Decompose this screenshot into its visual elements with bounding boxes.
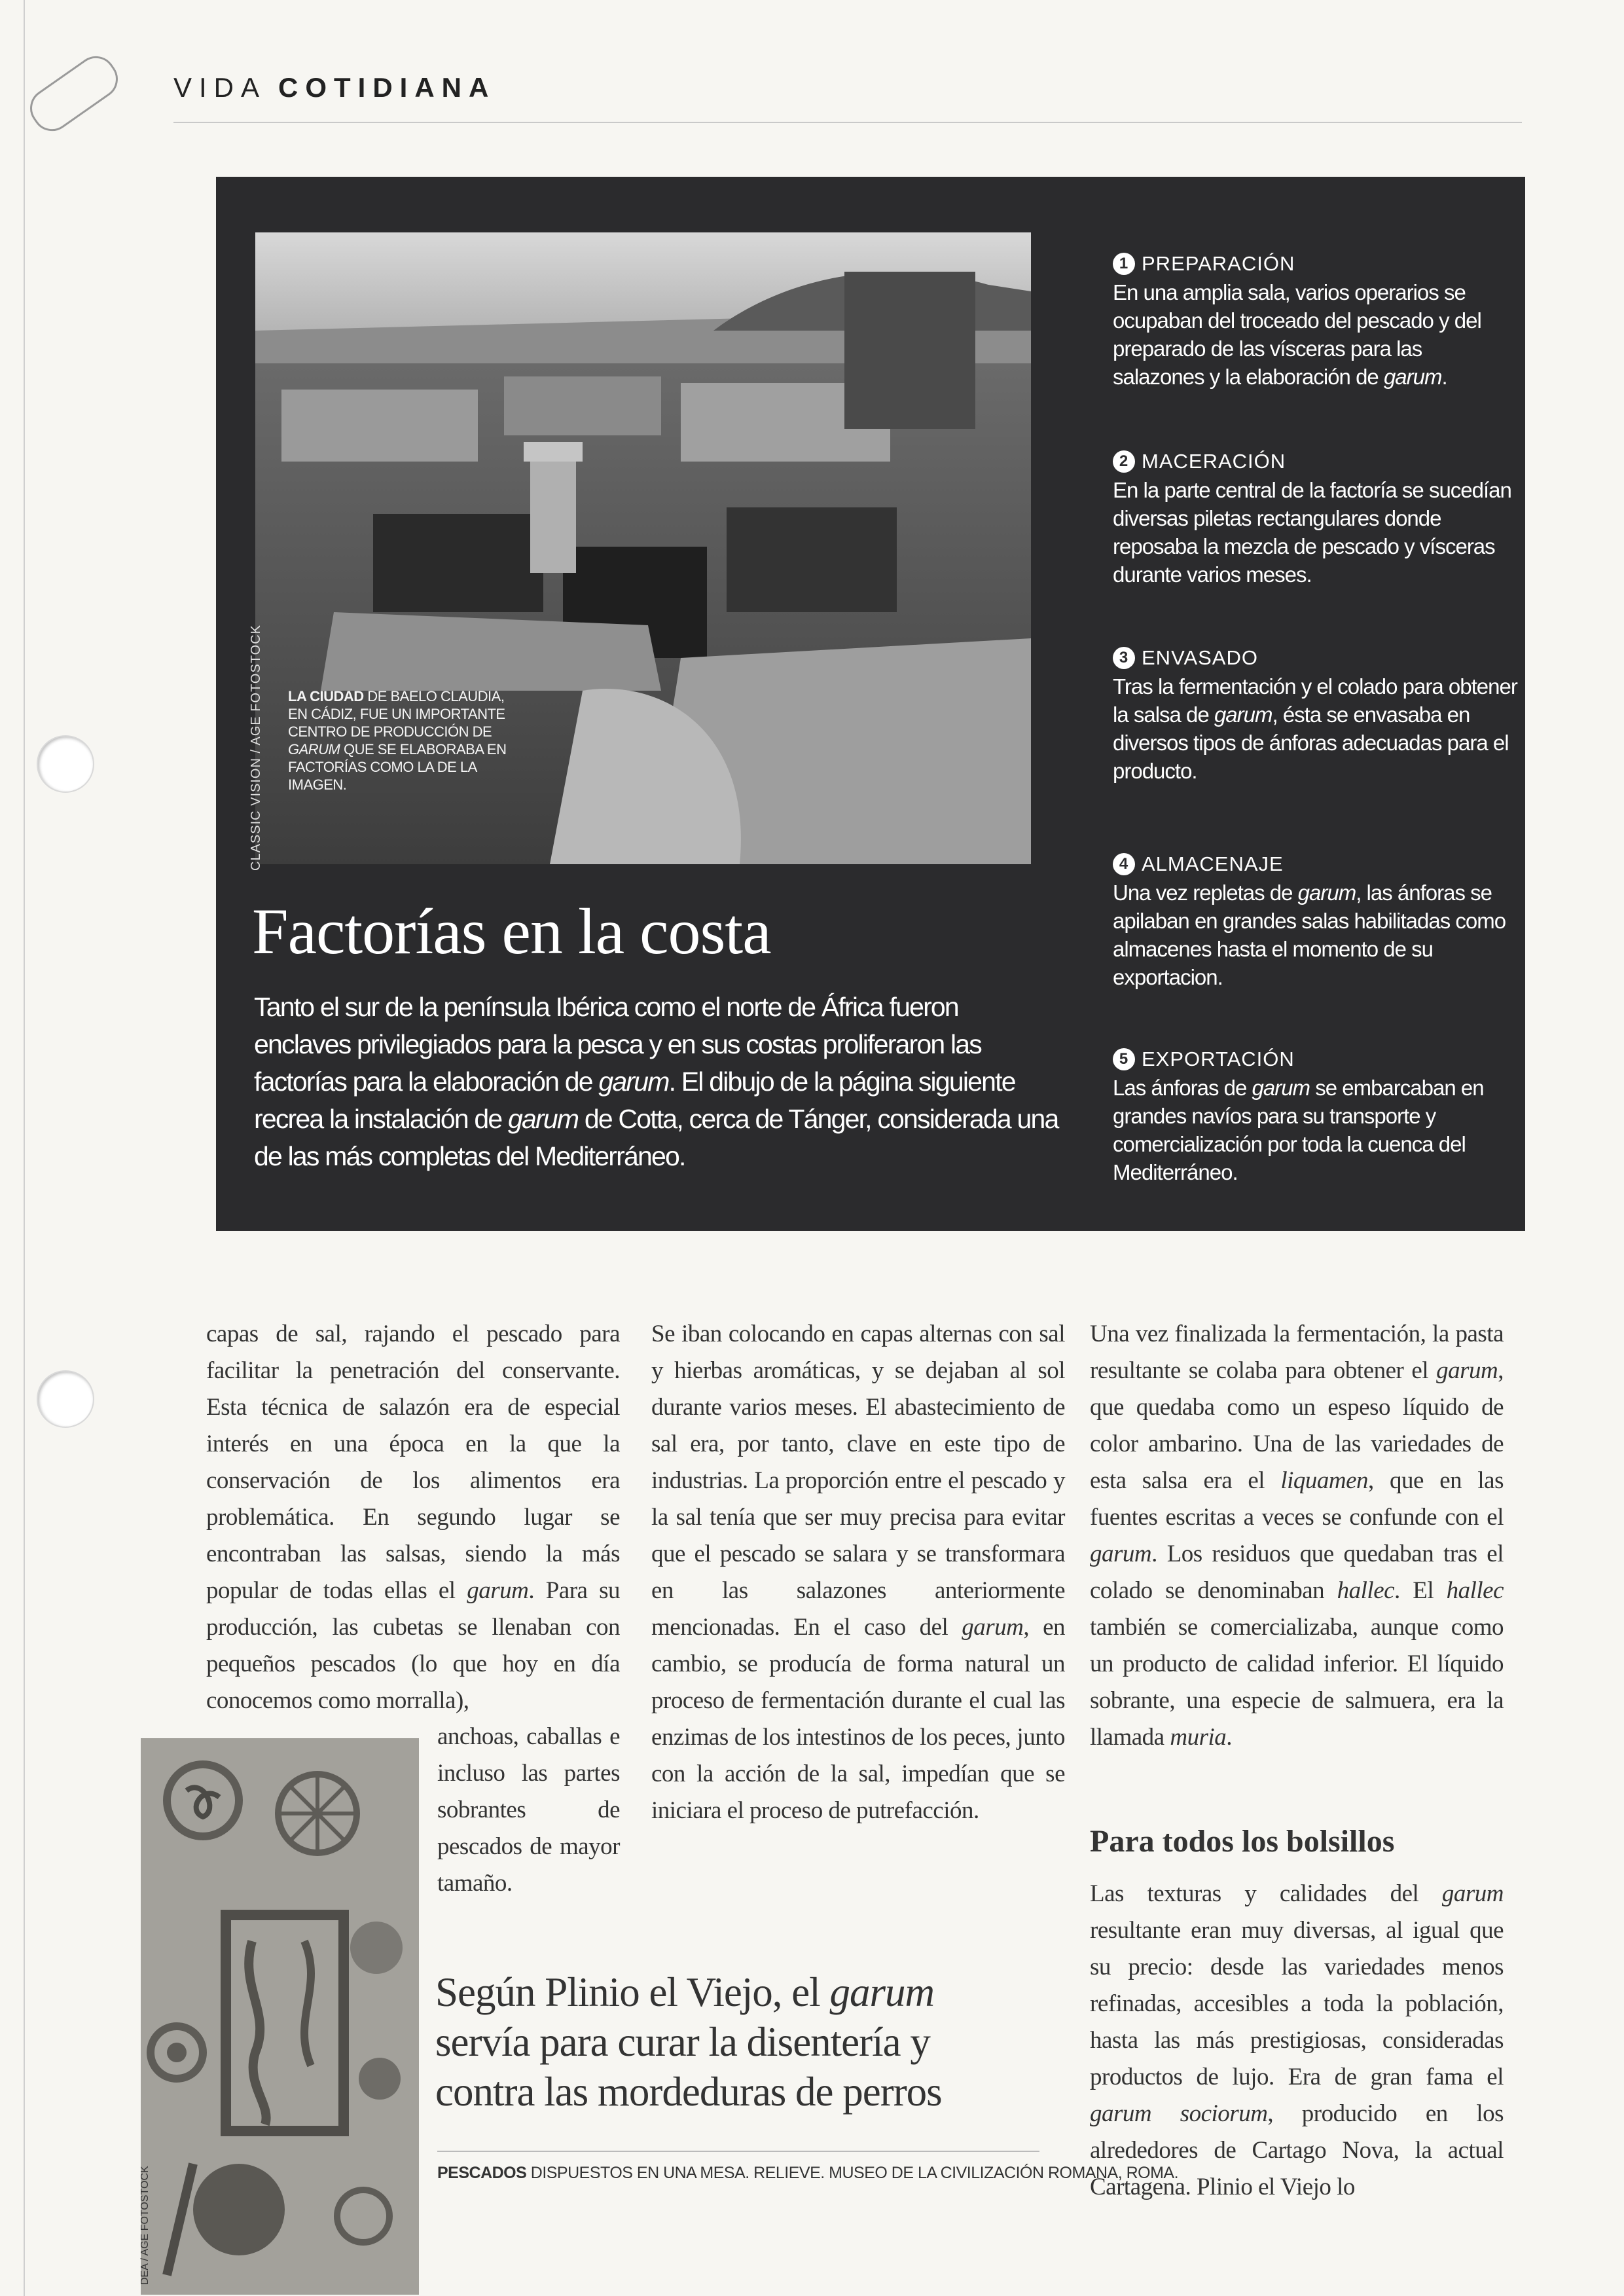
- step-text-main: En la parte central de la factoría se sucedían diversas piletas rectangulares donde reposaba la mezcla de pescado y vísceras durante varios meses.: [1113, 478, 1511, 587]
- body-text: . Para su producción, las cubetas se llenaban con pequeños pescados (lo que hoy en día conocemos como morralla),: [206, 1577, 620, 1714]
- intro-garum-2: garum: [508, 1104, 579, 1134]
- step-heading: PREPARACIÓN: [1142, 252, 1295, 275]
- step-text-main: En una amplia sala, varios operarios se ocupaban del troceado del pescado y del preparado de las vísceras para las salazones y la elaboración de: [1113, 280, 1481, 389]
- step-text-italic: garum: [1383, 365, 1442, 389]
- body-column-3: [1090, 1316, 1504, 1756]
- body-text: . Los residuos que quedaban tras el colado se denominaban: [1090, 1540, 1504, 1604]
- quote-text: Según Plinio el Viejo, el: [435, 1969, 830, 2015]
- relief-photo: [141, 1738, 419, 2295]
- body-text: también se comercializaba, aunque como un producto de calidad inferior. El líquido sobrante, una especie de salmuera, era la llamada: [1090, 1614, 1504, 1751]
- relief-caption-text: DISPUESTOS EN UNA MESA. RELIEVE. MUSEO DE LA CIVILIZACIÓN ROMANA, ROMA.: [526, 2164, 1179, 2182]
- photo-caption: [288, 687, 511, 793]
- intro-part-1: Tanto el sur de la península Ibérica como el norte de África fueron enclaves privilegiados para la pesca y en sus costas proliferaron las factorías para la elaboración de: [254, 992, 982, 1097]
- relief-credit: DEA / AGE FOTOSTOCK: [139, 2166, 151, 2285]
- quote-text: servía para curar la disentería y contra las mordeduras de perros: [435, 2019, 942, 2115]
- step-heading: EXPORTACIÓN: [1142, 1048, 1295, 1070]
- step-number-badge: 2: [1113, 450, 1135, 473]
- section-label: [173, 72, 496, 103]
- quote-italic: garum: [829, 1969, 935, 2015]
- step-text-end: , ésta se envasaba en diversos tipos de ánforas adecuadas para el producto.: [1113, 702, 1509, 783]
- relief-caption-lead: PESCADOS: [437, 2164, 527, 2182]
- body-text: , en cambio, se producía de forma natural un proceso de fermentación durante el cual las enzimas de los intestinos de los peces, junto con la acción de la sal, impedían que se iniciara el proceso de putrefacción.: [651, 1614, 1065, 1824]
- feature-title: Factorías en la costa: [252, 895, 771, 968]
- step-text-main: Las ánforas de: [1113, 1076, 1252, 1100]
- body-text: Una vez finalizada la fermentación, la pasta resultante se colaba para obtener el: [1090, 1321, 1504, 1384]
- step-maceracion: [1113, 450, 1519, 589]
- body-italic: hallec: [1337, 1577, 1395, 1604]
- body-italic: muria: [1170, 1724, 1227, 1751]
- step-text: [1113, 476, 1519, 589]
- step-text: [1113, 1074, 1519, 1186]
- photo-credit: CLASSIC VISION / AGE FOTOSTOCK: [249, 624, 263, 871]
- section-label-bold: COTIDIANA: [278, 72, 496, 103]
- photo-caption-text: DE BAELO CLAUDIA, EN CÁDIZ, FUE UN IMPORTANTE CENTRO DE PRODUCCIÓN DE: [288, 688, 505, 740]
- step-envasado: [1113, 646, 1519, 785]
- body-italic: hallec: [1446, 1577, 1504, 1604]
- step-preparacion: [1113, 252, 1519, 391]
- relief-drawing: [141, 1738, 419, 2295]
- step-text-end: se embarcaban en grandes navíos para su transporte y comercialización por toda la cuenca del Mediterráneo.: [1113, 1076, 1484, 1184]
- step-heading: MACERACIÓN: [1142, 450, 1286, 473]
- body-column-1: [206, 1316, 620, 1719]
- body-text: Se iban colocando en capas alternas con sal y hierbas aromáticas, y se dejaban al sol durante varios meses. El abastecimiento de sal era, por tanto, clave en este tipo de industrias. La proporción entre el pescado y la sal tenía que ser muy precisa para evitar que el pescado se salara y se transformara en las salazones anteriormente mencionadas. En el caso del: [651, 1321, 1065, 1641]
- body-text: Las texturas y calidades del: [1090, 1880, 1442, 1907]
- body-italic: garum: [1436, 1357, 1498, 1384]
- step-text: [1113, 672, 1519, 785]
- body-italic: garum: [1090, 1540, 1152, 1567]
- body-column-2: [651, 1316, 1065, 1829]
- body-text: , que quedaba como un espeso líquido de color ambarino. Una de las variedades de esta salsa era el: [1090, 1357, 1504, 1494]
- body-text: anchoas, caballas e incluso las partes sobrantes de pescados de mayor tamaño.: [437, 1723, 620, 1897]
- body-italic: garum: [467, 1577, 529, 1604]
- body-italic: garum: [1441, 1880, 1504, 1907]
- intro-garum-1: garum: [598, 1066, 669, 1097]
- body-text: . El: [1394, 1577, 1447, 1604]
- body-text: capas de sal, rajando el pescado para facilitar la penetración del conservante. Esta técnica de salazón era de especial interés en una época en la que la conservación de los alimentos era problemática. En segundo lugar se encontraban las salsas, siendo la más popular de todas ellas el: [206, 1321, 620, 1604]
- step-number-badge: 4: [1113, 853, 1135, 875]
- body-text: resultante eran muy diversas, al igual que su precio: desde las variedades menos refinadas, accesibles a toda la población, hasta las más prestigiosas, consideradas productos de lujo. Era de gran fama el: [1090, 1917, 1504, 2090]
- body-text: , que en las fuentes escritas a veces se confunde con el: [1090, 1467, 1504, 1531]
- punch-hole-bottom: [38, 1372, 93, 1427]
- step-text: [1113, 278, 1519, 391]
- step-text-italic: garum: [1214, 702, 1272, 727]
- step-text-italic: garum: [1252, 1076, 1310, 1100]
- step-number-badge: 3: [1113, 647, 1135, 669]
- body-text: , producido en los alrededores de Cartago Nova, la actual Cartagena. Plinio el Viejo lo: [1090, 2100, 1504, 2200]
- photo-caption-italic: GARUM: [288, 741, 340, 757]
- step-text-end: .: [1441, 365, 1447, 389]
- step-text-main: Una vez repletas de: [1113, 881, 1298, 905]
- step-number-badge: 1: [1113, 253, 1135, 275]
- step-heading: ALMACENAJE: [1142, 852, 1284, 875]
- page-edge-line: [24, 0, 25, 2296]
- subheading: Para todos los bolsillos: [1090, 1824, 1395, 1859]
- step-text-end: , las ánforas se apilaban en grandes salas habilitadas como almacenes hasta el momento de su exportacion.: [1113, 881, 1506, 989]
- step-text: [1113, 879, 1519, 991]
- intro-part-2: . El dibujo de la página siguiente recrea la instalación de: [254, 1066, 1015, 1134]
- body-italic: liquamen: [1280, 1467, 1369, 1494]
- step-number-badge: 5: [1113, 1048, 1135, 1070]
- photo-caption-lead: LA CIUDAD: [288, 688, 364, 704]
- feature-intro: [254, 989, 1059, 1175]
- step-text-main: Tras la fermentación y el colado para obtener la salsa de: [1113, 674, 1517, 727]
- body-column-3-continued: [1090, 1876, 1504, 2206]
- step-exportacion: [1113, 1048, 1519, 1186]
- body-italic: garum: [962, 1614, 1024, 1641]
- punch-hole-top: [38, 737, 93, 792]
- photo-caption-end: QUE SE ELABORABA EN FACTORÍAS COMO LA DE LA IMAGEN.: [288, 741, 507, 793]
- paper-clip: [22, 48, 125, 139]
- section-label-light: VIDA: [173, 72, 267, 103]
- intro-part-3: de Cotta, cerca de Tánger, considerada una de las más completas del Mediterráneo.: [254, 1104, 1058, 1171]
- body-italic: garum sociorum: [1090, 2100, 1268, 2127]
- step-heading: ENVASADO: [1142, 646, 1258, 669]
- quote-rule: [437, 2151, 1039, 2152]
- step-almacenaje: [1113, 852, 1519, 991]
- body-column-1-wrap: [437, 1719, 620, 1902]
- pull-quote: [435, 1967, 1024, 2117]
- header-rule: [173, 122, 1522, 123]
- step-text-italic: garum: [1297, 881, 1356, 905]
- body-text: .: [1226, 1724, 1233, 1751]
- relief-caption: [437, 2164, 1179, 2183]
